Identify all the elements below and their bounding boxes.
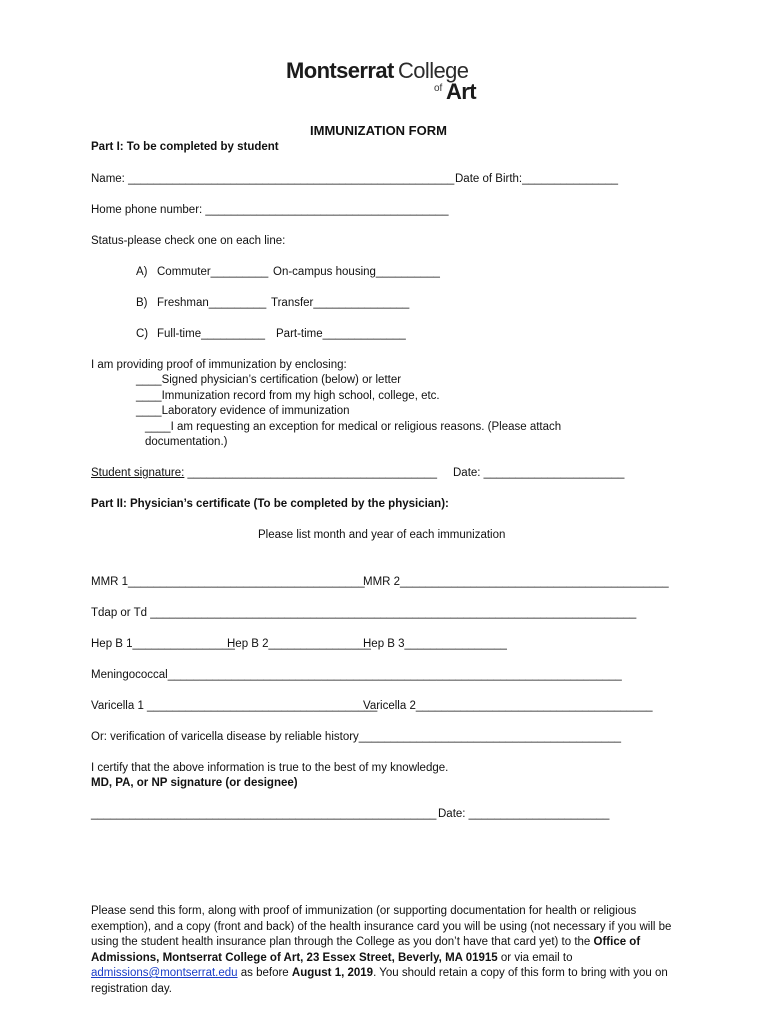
instructions-text-4: . You should retain a copy of this form to bring with you on registration day. (91, 967, 668, 995)
student-signature-label: Student signature: (91, 467, 185, 479)
status-letter-c: C) (136, 328, 149, 340)
montserrat-logo (286, 58, 486, 106)
proof-prompt: I am providing proof of immunization by enclosing: (91, 359, 347, 371)
part2-heading: Part II: Physician’s certificate (To be completed by the physician): (91, 498, 449, 510)
mmr2-field[interactable]: MMR 2__________________________________________ (363, 576, 669, 588)
exception-note: documentation.) (145, 436, 228, 448)
logo-brand: Montserrat (286, 58, 394, 83)
proof-option-lab[interactable]: ____Laboratory evidence of immunization (136, 405, 350, 417)
admissions-email-link[interactable]: admissions@montserrat.edu (91, 967, 238, 979)
physician-signature-label: MD, PA, or NP signature (or designee) (91, 777, 298, 789)
mmr1-field[interactable]: MMR 1_____________________________________ (91, 576, 365, 588)
status-prompt: Status-please check one on each line: (91, 235, 286, 247)
part1-heading: Part I: To be completed by student (91, 141, 279, 153)
physician-signature-field[interactable]: ______________________________________________________ (91, 808, 437, 820)
deadline-date: August 1, 2019 (291, 967, 374, 979)
freshman-option[interactable]: Freshman_________ (157, 297, 267, 309)
instructions-text-1: Please send this form, along with proof of immunization (or supporting documentation for health or religious exemption), and a copy (front and back) of the health insurance card you will be using (not necessary if you will be using the student health insurance plan through the College as you don’t have that card yet) to the (91, 905, 672, 948)
varicella-verification-field[interactable]: Or: verification of varicella disease by reliable history_________________________________________ (91, 731, 622, 743)
part-time-option[interactable]: Part-time_____________ (276, 328, 406, 340)
instructions-text-3: as before (237, 967, 292, 979)
hepb2-field[interactable]: Hep B 2________________ (227, 638, 371, 650)
tdap-field[interactable]: Tdap or Td ____________________________________________________________________________ (91, 607, 637, 619)
status-letter-b: B) (136, 297, 148, 309)
name-field[interactable]: Name: ___________________________________________________ (91, 173, 455, 185)
proof-option-physician[interactable]: ____Signed physician’s certification (below) or letter (136, 374, 402, 386)
hepb3-field[interactable]: Hep B 3________________ (363, 638, 507, 650)
hepb1-field[interactable]: Hep B 1________________ (91, 638, 235, 650)
physician-signature-date[interactable]: Date: ______________________ (438, 808, 610, 820)
exception-option[interactable]: ____I am requesting an exception for medical or religious reasons. (Please attach (145, 421, 562, 433)
on-campus-option[interactable]: On-campus housing__________ (273, 266, 440, 278)
commuter-option[interactable]: Commuter_________ (157, 266, 269, 278)
student-signature-field[interactable] (91, 467, 437, 479)
logo-college: College (398, 58, 469, 83)
varicella2-field[interactable]: Varicella 2_____________________________________ (363, 700, 653, 712)
status-letter-a: A) (136, 266, 148, 278)
proof-option-record[interactable]: ____Immunization record from my high school, college, etc. (136, 390, 440, 402)
submission-instructions (91, 904, 681, 997)
student-signature-blank: _______________________________________ (184, 467, 437, 479)
transfer-option[interactable]: Transfer_______________ (271, 297, 410, 309)
admissions-address: Office of Admissions, Montserrat College of Art, 23 Essex Street, Beverly, MA 01915 (91, 936, 641, 964)
varicella1-field[interactable]: Varicella 1 ____________________________________ (91, 700, 378, 712)
logo-art: Art (446, 79, 476, 104)
full-time-option[interactable]: Full-time__________ (157, 328, 266, 340)
form-title: IMMUNIZATION FORM (310, 123, 447, 138)
meningococcal-field[interactable]: Meningococcal_______________________________________________________________________ (91, 669, 622, 681)
student-signature-date[interactable]: Date: ______________________ (453, 467, 625, 479)
logo-of: of (434, 83, 443, 94)
immunization-instruction: Please list month and year of each immunization (258, 529, 506, 541)
home-phone-field[interactable]: Home phone number: ______________________________________ (91, 204, 449, 216)
dob-field[interactable]: Date of Birth:_______________ (455, 173, 619, 185)
certify-statement: I certify that the above information is true to the best of my knowledge. (91, 762, 449, 774)
instructions-text-2: or via email to (497, 951, 573, 964)
